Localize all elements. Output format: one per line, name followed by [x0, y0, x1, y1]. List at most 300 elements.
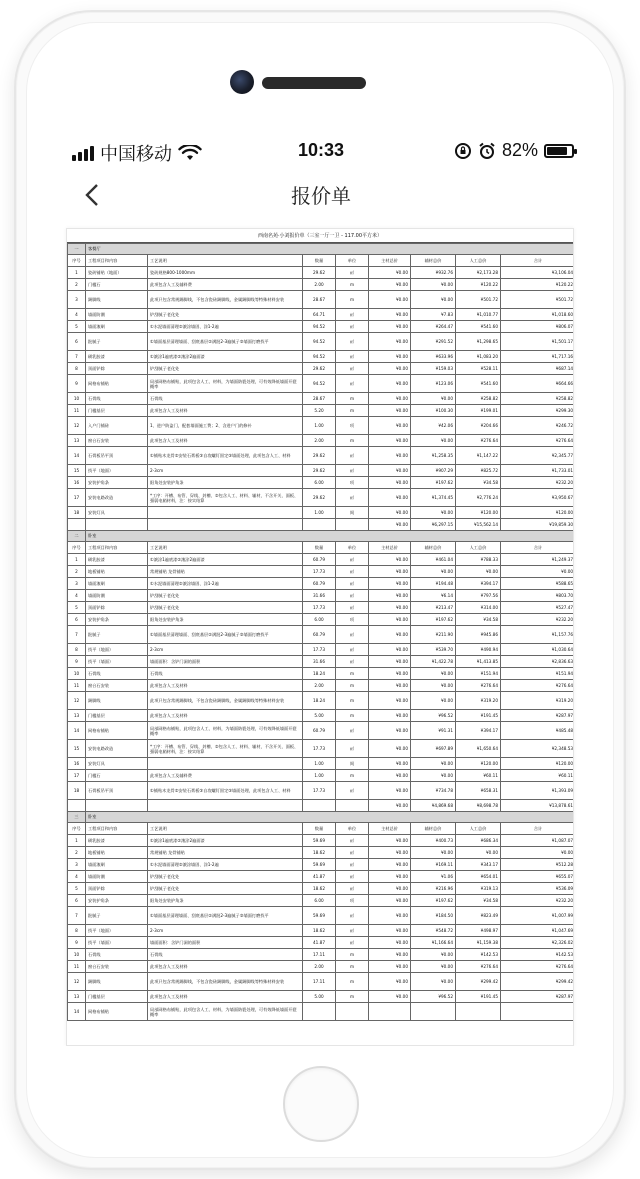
table-cell: ¥291.52 — [411, 333, 456, 351]
table-cell: 18.62 — [303, 883, 336, 895]
table-cell: ¥539.70 — [411, 644, 456, 656]
table-cell: ①水泥墙面清理②滚涂墙固、涂1-2遍 — [148, 859, 303, 871]
table-cell: 1 — [68, 267, 86, 279]
table-cell: ¥287.97 — [501, 991, 575, 1003]
subtotal-row — [68, 800, 575, 812]
table-cell: ¥501.72 — [501, 291, 575, 309]
table-cell: 3 — [68, 859, 86, 871]
table-cell: ¥204.66 — [456, 417, 501, 435]
table-cell: ¥528.11 — [456, 363, 501, 375]
clock: 10:33 — [297, 140, 345, 160]
table-cell: ¥0.00 — [369, 973, 411, 991]
table-cell: 15 — [68, 465, 86, 477]
table-cell: ¥0.00 — [411, 507, 456, 519]
table-cell: ¥120.00 — [501, 758, 575, 770]
table-cell: 石膏线 — [148, 668, 303, 680]
table-cell: ¥7.83 — [411, 309, 456, 321]
table-cell: 3 — [68, 578, 86, 590]
table-cell: *工序：开槽、布管、穿线、封槽、②包含人工、材料、辅材，不含开关、面板、强弱电箱材料，注：按实结算 — [148, 740, 303, 758]
table-cell: 18 — [68, 507, 86, 519]
table-cell: 2.00 — [303, 435, 336, 447]
table-cell: 门槛基层 — [86, 405, 148, 417]
table-cell: 94.52 — [303, 351, 336, 363]
table-cell: ㎡ — [336, 602, 369, 614]
table-cell: 网格布铺贴 — [86, 375, 148, 393]
column-header: 人工总价 — [456, 542, 501, 554]
table-cell: ¥806.07 — [501, 321, 575, 333]
table-cell: ¥2,326.02 — [501, 937, 575, 949]
table-cell: ¥0.00 — [501, 847, 575, 859]
table-cell: ¥197.62 — [411, 895, 456, 907]
table-cell: 6.00 — [303, 614, 336, 626]
table-cell: ¥191.45 — [456, 991, 501, 1003]
table-cell: ¥803.70 — [501, 590, 575, 602]
column-header: 单位 — [336, 542, 369, 554]
table-cell: ¥232.20 — [501, 895, 575, 907]
table-cell: 找平（地面） — [86, 644, 148, 656]
table-cell: ㎡ — [336, 937, 369, 949]
column-header-row — [68, 542, 575, 554]
table-cell: ㎡ — [336, 859, 369, 871]
column-header: 工艺说明 — [148, 823, 303, 835]
table-cell: ①水泥墙面清理②滚涂墙固、涂1-2遍 — [148, 321, 303, 333]
table-cell: 项 — [336, 614, 369, 626]
table-row — [68, 925, 575, 937]
table-cell: 项 — [336, 417, 369, 435]
table-row — [68, 393, 575, 405]
table-cell: 29.62 — [303, 267, 336, 279]
table-cell: 2.00 — [303, 680, 336, 692]
table-cell: ①滚涂1遍底漆②滚涂2遍面漆 — [148, 554, 303, 566]
table-cell: 7 — [68, 351, 86, 363]
column-header: 单位 — [336, 255, 369, 267]
table-cell: 网格布铺贴 — [86, 722, 148, 740]
table-cell: 31.66 — [303, 590, 336, 602]
table-cell: 踢脚线 — [86, 291, 148, 309]
table-cell: ¥319.20 — [501, 692, 575, 710]
table-row — [68, 722, 575, 740]
table-cell: ¥15,562.14 — [456, 519, 501, 531]
table-cell: ㎡ — [336, 871, 369, 883]
status-right — [454, 140, 574, 161]
table-row — [68, 668, 575, 680]
table-cell — [411, 1003, 456, 1021]
table-cell: ¥0.00 — [369, 554, 411, 566]
table-cell: ¥19,859.30 — [501, 519, 575, 531]
table-cell: 石膏线 — [86, 949, 148, 961]
table-cell: ¥0.00 — [369, 405, 411, 417]
column-header: 工程项目和内容 — [86, 542, 148, 554]
table-cell: 常规铺贴 龙骨铺贴 — [148, 847, 303, 859]
table-row — [68, 321, 575, 333]
table-cell: ¥2,345.77 — [501, 447, 575, 465]
quotation-table — [67, 243, 574, 1021]
table-cell: ¥0.00 — [411, 758, 456, 770]
front-camera — [230, 70, 254, 94]
table-cell: ¥191.45 — [456, 710, 501, 722]
table-cell: 60.79 — [303, 722, 336, 740]
table-cell: 此项包含人工及辅料费 — [148, 770, 303, 782]
table-cell: 窗台石安装 — [86, 961, 148, 973]
column-header: 序号 — [68, 542, 86, 554]
table-cell: ¥1,717.16 — [501, 351, 575, 363]
table-cell: ㎡ — [336, 447, 369, 465]
table-cell: ㎡ — [336, 847, 369, 859]
column-header: 人工总价 — [456, 255, 501, 267]
table-cell: ¥0.00 — [369, 740, 411, 758]
table-cell: ¥490.94 — [456, 644, 501, 656]
table-cell — [148, 800, 303, 812]
table-cell: 墙面防潮 — [86, 871, 148, 883]
table-row — [68, 907, 575, 925]
table-cell: ¥0.00 — [411, 279, 456, 291]
table-cell: 1.00 — [303, 507, 336, 519]
table-row — [68, 435, 575, 447]
table-cell: m — [336, 279, 369, 291]
table-row — [68, 489, 575, 507]
table-cell: 墙面滚刷 — [86, 321, 148, 333]
section-name: 客餐厅 — [86, 244, 575, 255]
table-cell: ¥541.60 — [456, 321, 501, 333]
table-cell: 18.24 — [303, 692, 336, 710]
table-cell: ¥1,159.38 — [456, 937, 501, 949]
table-cell: ¥0.00 — [369, 770, 411, 782]
column-header: 工程项目和内容 — [86, 255, 148, 267]
table-cell: m — [336, 393, 369, 405]
table-row — [68, 859, 575, 871]
table-cell: ㎡ — [336, 883, 369, 895]
table-cell: m — [336, 973, 369, 991]
column-header: 辅材总价 — [411, 255, 456, 267]
table-cell: 地板铺贴 — [86, 847, 148, 859]
rotation-lock-icon — [454, 142, 472, 160]
table-cell: 踢脚线 — [86, 692, 148, 710]
table-cell: 顶面铲除 — [86, 363, 148, 375]
table-cell: 找平（墙面） — [86, 937, 148, 949]
table-cell: ¥0.00 — [369, 291, 411, 309]
table-cell: ㎡ — [336, 644, 369, 656]
table-cell: 石膏线 — [86, 668, 148, 680]
table-cell: ¥2,836.63 — [501, 656, 575, 668]
table-cell — [303, 800, 336, 812]
table-cell: 铲刮腻子老化处 — [148, 590, 303, 602]
table-cell: ¥0.00 — [369, 447, 411, 465]
table-cell: m — [336, 680, 369, 692]
table-cell: ¥0.00 — [369, 519, 411, 531]
table-cell: 找平（地面） — [86, 465, 148, 477]
table-cell: 2-3cm — [148, 644, 303, 656]
table-cell: 批腻子 — [86, 626, 148, 644]
table-cell: 5.00 — [303, 710, 336, 722]
table-cell: ¥0.00 — [369, 871, 411, 883]
table-cell: 窗台石安装 — [86, 435, 148, 447]
table-cell: ¥319.20 — [456, 692, 501, 710]
table-cell: 10 — [68, 949, 86, 961]
table-cell: ¥1,258.35 — [411, 447, 456, 465]
table-cell: ¥0.00 — [369, 279, 411, 291]
table-row — [68, 991, 575, 1003]
table-cell: 此项包含人工及材料 — [148, 710, 303, 722]
table-cell: ㎡ — [336, 566, 369, 578]
table-cell: 41.87 — [303, 871, 336, 883]
table-cell: ¥197.62 — [411, 614, 456, 626]
table-cell: ¥0.00 — [369, 949, 411, 961]
table-row — [68, 602, 575, 614]
table-row — [68, 554, 575, 566]
table-cell: ¥264.47 — [411, 321, 456, 333]
table-cell: ¥299.42 — [501, 973, 575, 991]
column-header: 主材总价 — [369, 823, 411, 835]
table-cell: ¥0.00 — [369, 758, 411, 770]
table-cell: ¥512.28 — [501, 859, 575, 871]
table-cell: 1 — [68, 835, 86, 847]
table-cell: 墙面滚刷 — [86, 578, 148, 590]
table-cell: 14 — [68, 722, 86, 740]
table-cell — [336, 1003, 369, 1021]
table-cell: 4 — [68, 309, 86, 321]
table-cell: ¥151.94 — [456, 668, 501, 680]
table-cell: ¥655.07 — [501, 871, 575, 883]
table-cell: ¥60.11 — [456, 770, 501, 782]
table-cell: ¥34.58 — [456, 477, 501, 489]
table-cell: ¥734.78 — [411, 782, 456, 800]
table-cell: ¥0.00 — [369, 578, 411, 590]
table-cell: ¥1,010.77 — [456, 309, 501, 321]
table-cell: 此项包含人工及材料 — [148, 961, 303, 973]
table-cell: ¥0.00 — [369, 883, 411, 895]
table-cell: 1.00 — [303, 758, 336, 770]
table-cell: ¥276.64 — [501, 680, 575, 692]
carrier-name: 中国移动 — [100, 144, 172, 164]
quotation-document[interactable] — [66, 228, 574, 1046]
table-cell: ¥0.00 — [369, 333, 411, 351]
table-cell — [68, 800, 86, 812]
nav-bar — [48, 176, 594, 216]
table-cell: ¥1,650.64 — [456, 740, 501, 758]
table-cell: 铲刮腻子老化处 — [148, 363, 303, 375]
table-cell: ¥120.00 — [456, 758, 501, 770]
table-cell: ¥0.00 — [369, 782, 411, 800]
table-cell: 94.52 — [303, 375, 336, 393]
table-cell: 9 — [68, 937, 86, 949]
table-cell: ¥232.20 — [501, 614, 575, 626]
table-row — [68, 895, 575, 907]
table-cell: 17 — [68, 489, 86, 507]
table-row — [68, 782, 575, 800]
table-cell: ¥686.34 — [456, 835, 501, 847]
table-cell: ¥536.09 — [501, 883, 575, 895]
table-cell: ¥0.00 — [456, 566, 501, 578]
table-cell: ¥258.82 — [456, 393, 501, 405]
table-cell: 17 — [68, 770, 86, 782]
table-cell: 12 — [68, 973, 86, 991]
table-cell: ¥299.42 — [456, 973, 501, 991]
table-cell: 8 — [68, 925, 86, 937]
table-cell: ¥120.00 — [501, 507, 575, 519]
table-cell: ¥151.94 — [501, 668, 575, 680]
table-cell: m — [336, 668, 369, 680]
table-cell: ¥96.52 — [411, 991, 456, 1003]
table-cell: 此项包含人工及辅料费 — [148, 279, 303, 291]
table-cell: ¥0.00 — [369, 722, 411, 740]
table-cell: ¥0.00 — [411, 692, 456, 710]
table-row — [68, 477, 575, 489]
table-cell: 60.79 — [303, 554, 336, 566]
table-row — [68, 847, 575, 859]
table-cell: ¥0.00 — [369, 602, 411, 614]
section-header-row — [68, 531, 575, 542]
table-cell: 94.52 — [303, 321, 336, 333]
table-cell: 2.00 — [303, 279, 336, 291]
table-cell: ¥0.00 — [369, 692, 411, 710]
table-cell: 地板铺贴 — [86, 566, 148, 578]
screen — [48, 128, 594, 1046]
document-title: 西南名苑·小刘报价单（三室一厅一卫 - 117.00平方米） — [67, 229, 573, 243]
table-cell: 8 — [68, 644, 86, 656]
table-cell: ¥1,733.01 — [501, 465, 575, 477]
table-cell: 阳角处安装护角条 — [148, 477, 303, 489]
table-row — [68, 309, 575, 321]
table-cell: ㎡ — [336, 554, 369, 566]
column-header: 人工总价 — [456, 823, 501, 835]
table-cell: ¥96.52 — [411, 710, 456, 722]
table-cell: 15 — [68, 740, 86, 758]
table-cell: 2 — [68, 566, 86, 578]
table-cell: 2.00 — [303, 961, 336, 973]
table-cell: 墙面滚刷 — [86, 859, 148, 871]
table-cell: ¥485.48 — [501, 722, 575, 740]
table-cell: 13 — [68, 435, 86, 447]
table-cell: ¥461.04 — [411, 554, 456, 566]
table-cell: ¥0.00 — [411, 847, 456, 859]
table-cell: 18.62 — [303, 925, 336, 937]
table-cell: 10 — [68, 393, 86, 405]
table-cell: ¥6,297.15 — [411, 519, 456, 531]
table-cell: ¥343.17 — [456, 859, 501, 871]
table-cell: ¥142.53 — [501, 949, 575, 961]
table-cell: ㎡ — [336, 835, 369, 847]
table-cell: ¥0.00 — [369, 800, 411, 812]
table-cell: 2-3cm — [148, 925, 303, 937]
table-cell: 项 — [336, 895, 369, 907]
table-cell: m — [336, 991, 369, 1003]
table-cell: 1.00 — [303, 417, 336, 435]
table-cell: ①铺贴木龙骨②安装石膏板③自攻螺钉固定③墙面处理，此项包含人工、材料 — [148, 447, 303, 465]
table-cell: 11 — [68, 405, 86, 417]
column-header: 序号 — [68, 255, 86, 267]
table-cell: 17.73 — [303, 644, 336, 656]
table-cell: 瓷砖铺贴（地面） — [86, 267, 148, 279]
table-cell: ¥199.01 — [456, 405, 501, 417]
table-cell: ㎡ — [336, 925, 369, 937]
table-cell: 此项包含人工及材料 — [148, 991, 303, 1003]
table-cell: 6.00 — [303, 477, 336, 489]
table-cell: 11 — [68, 961, 86, 973]
table-cell: ¥159.03 — [411, 363, 456, 375]
table-cell: ①滚涂1遍底漆②滚涂2遍面漆 — [148, 351, 303, 363]
column-header: 主材总价 — [369, 542, 411, 554]
table-cell: 安装灯具 — [86, 758, 148, 770]
table-row — [68, 590, 575, 602]
table-cell: 17.11 — [303, 973, 336, 991]
table-cell: ¥932.76 — [411, 267, 456, 279]
table-row — [68, 351, 575, 363]
table-cell: 1.00 — [303, 770, 336, 782]
table-cell: 墙面防潮 — [86, 590, 148, 602]
table-cell: ¥258.82 — [501, 393, 575, 405]
table-cell: 12 — [68, 692, 86, 710]
table-cell: 17.73 — [303, 602, 336, 614]
table-cell: ¥91.31 — [411, 722, 456, 740]
table-cell: ¥216.96 — [411, 883, 456, 895]
table-cell: 此项只包含常规踢脚线，不包含瓷砖踢脚线，金属踢脚线等特殊材料安装 — [148, 973, 303, 991]
table-row — [68, 656, 575, 668]
table-cell: 2-3cm — [148, 465, 303, 477]
table-cell: 60.79 — [303, 578, 336, 590]
table-cell: ¥0.00 — [369, 375, 411, 393]
column-header: 工程项目和内容 — [86, 823, 148, 835]
table-row — [68, 871, 575, 883]
table-cell: ¥1,007.99 — [501, 907, 575, 925]
column-header: 数量 — [303, 542, 336, 554]
table-cell: 局部网格布铺贴，此项包含人工、材料，为墙面防裂处理，可有效降低墙面开裂概率 — [148, 722, 303, 740]
table-cell: 6 — [68, 895, 86, 907]
table-row — [68, 507, 575, 519]
column-header: 主材总价 — [369, 255, 411, 267]
table-cell: ¥0.00 — [369, 309, 411, 321]
table-cell: ¥246.72 — [501, 417, 575, 435]
table-cell: m — [336, 710, 369, 722]
table-cell: 窗台石安装 — [86, 680, 148, 692]
table-cell: 5 — [68, 883, 86, 895]
table-cell: 找平（墙面） — [86, 656, 148, 668]
table-cell: 石膏线 — [148, 393, 303, 405]
table-cell: 41.87 — [303, 937, 336, 949]
table-cell: ¥945.86 — [456, 626, 501, 644]
table-cell: 1 — [68, 554, 86, 566]
table-cell: 14 — [68, 1003, 86, 1021]
table-cell: 10 — [68, 668, 86, 680]
table-row — [68, 566, 575, 578]
table-cell: 17.73 — [303, 782, 336, 800]
table-cell: ¥0.00 — [501, 566, 575, 578]
table-cell: m — [336, 435, 369, 447]
table-cell: *工序：开槽、布管、穿线、封槽、②包含人工、材料、辅材，不含开关、面板、强弱电箱材料，注：按实结算 — [148, 489, 303, 507]
table-cell: 7 — [68, 907, 86, 925]
table-cell: ¥0.00 — [369, 847, 411, 859]
table-cell: 59.69 — [303, 907, 336, 925]
earpiece-speaker — [262, 77, 366, 89]
table-row — [68, 937, 575, 949]
home-button[interactable] — [283, 1066, 359, 1142]
table-cell: 29.62 — [303, 465, 336, 477]
table-cell: ¥1,083.20 — [456, 351, 501, 363]
table-cell: 1、进户防盗门，配套墙面施工费；2、含进户门的修补 — [148, 417, 303, 435]
table-cell: ¥2,776.24 — [456, 489, 501, 507]
table-cell — [369, 1003, 411, 1021]
table-cell: ¥0.00 — [369, 435, 411, 447]
table-row — [68, 417, 575, 435]
table-cell: 刷乳胶漆 — [86, 351, 148, 363]
table-cell: ¥34.58 — [456, 614, 501, 626]
table-cell: 此项包含人工及材料 — [148, 405, 303, 417]
table-cell: ¥400.73 — [411, 835, 456, 847]
table-cell: 5 — [68, 321, 86, 333]
table-cell: 59.69 — [303, 859, 336, 871]
table-cell: 5.00 — [303, 991, 336, 1003]
table-cell: 7 — [68, 626, 86, 644]
table-cell: ¥1,393.09 — [501, 782, 575, 800]
